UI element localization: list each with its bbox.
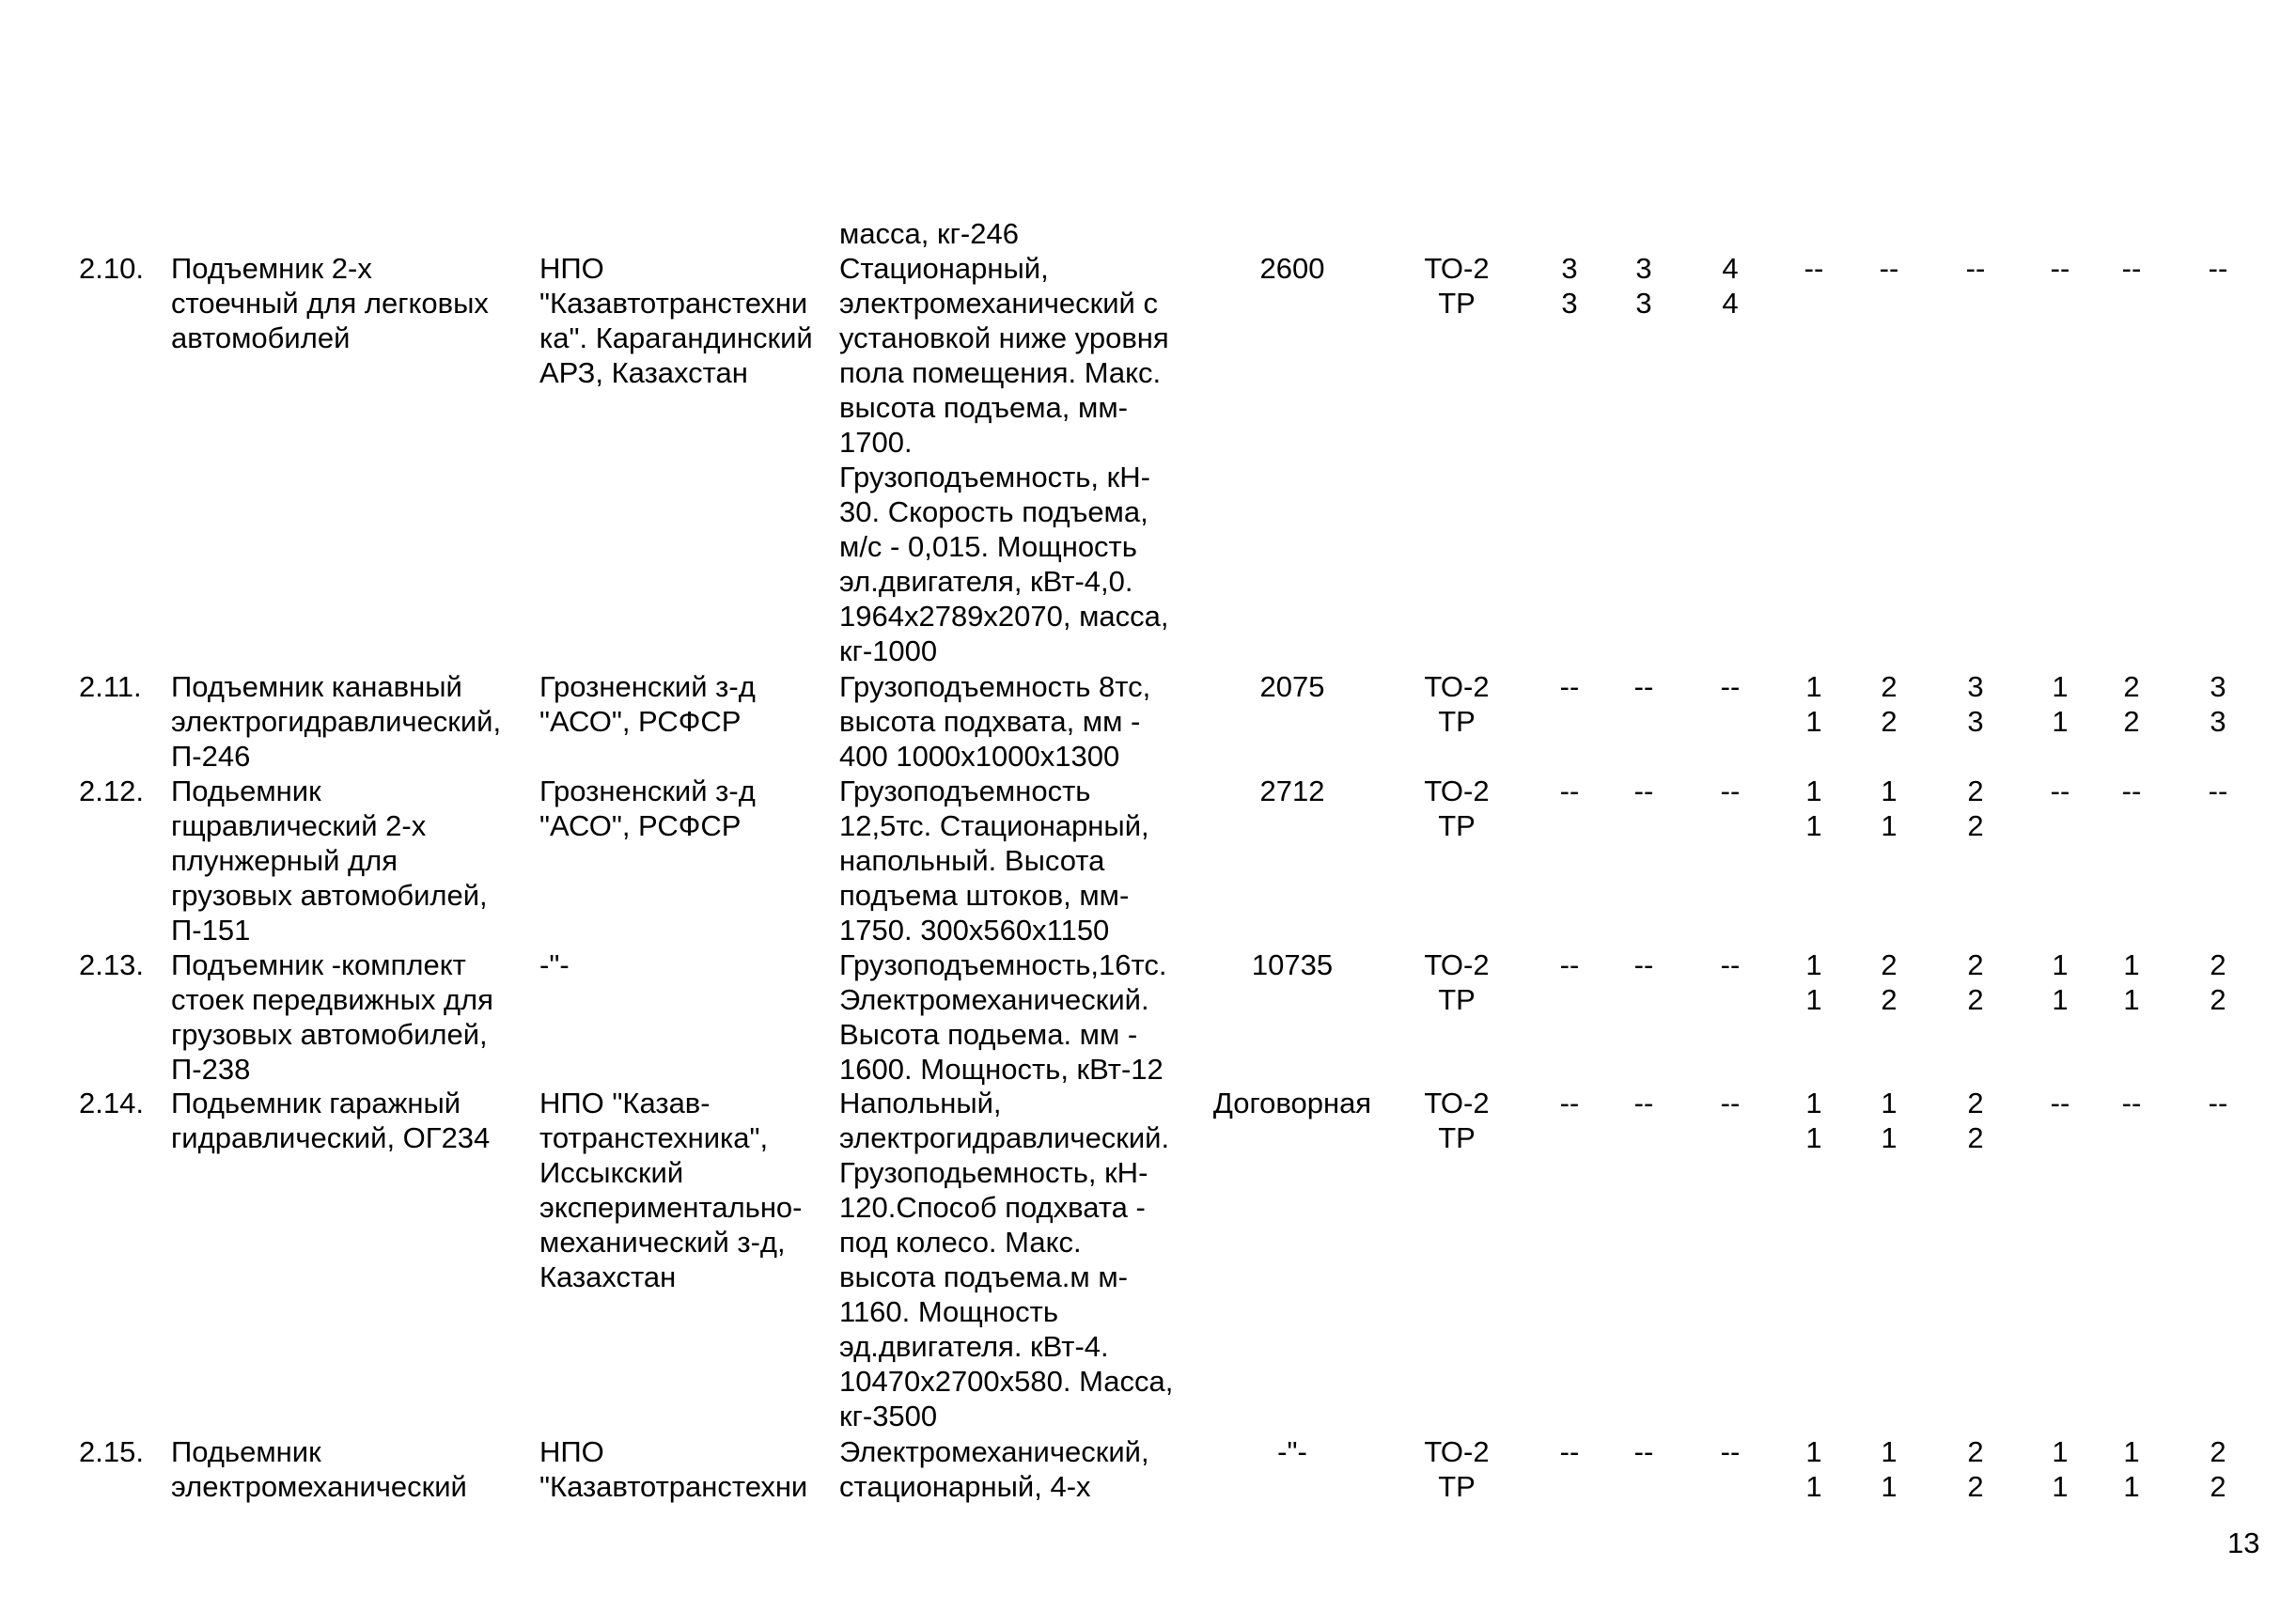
quantity-cell: -- <box>2121 775 2142 807</box>
equipment-name: Подъемник 2-х стоечный для легковых автомобилей <box>171 252 489 354</box>
price: Договорная <box>1212 1087 1372 1119</box>
quantity-cell: 2 2 <box>2210 1435 2226 1503</box>
maintenance-types: ТО-2 ТР <box>1424 1435 1490 1503</box>
manufacturer: НПО "Казавтотранстехни <box>539 1435 808 1503</box>
quantity-cell: -- <box>1559 948 1580 981</box>
manufacturer: -"- <box>539 948 570 981</box>
quantity-cell: -- <box>1804 252 1824 285</box>
quantity-cell: 2 2 <box>2123 670 2140 738</box>
equipment-name: Подьемник гщравлический 2-х плунжерный для грузовых автомобилей, П-151 <box>171 775 488 947</box>
quantity-cell: 1 1 <box>2052 1435 2069 1503</box>
quantity-cell: 1 1 <box>2123 1435 2140 1503</box>
manufacturer: Грозненский з-д "АСО", РСФСР <box>539 670 756 738</box>
price: 2600 <box>1259 252 1325 285</box>
quantity-cell: 1 1 <box>1805 1435 1822 1503</box>
quantity-cell: 1 1 <box>2052 670 2069 738</box>
quantity-cell: 1 1 <box>1881 1435 1898 1503</box>
quantity-cell: -- <box>1559 1435 1580 1468</box>
quantity-cell: 1 1 <box>1805 775 1822 842</box>
price: 10735 <box>1251 948 1334 981</box>
row-number: 2.13. <box>79 948 144 981</box>
quantity-cell: 1 1 <box>1881 775 1898 842</box>
quantity-cell: -- <box>1720 948 1741 981</box>
quantity-cell: 2 2 <box>1881 670 1898 738</box>
quantity-cell: 1 1 <box>1805 1087 1822 1154</box>
quantity-cell: -- <box>1633 1435 1654 1468</box>
equipment-name: Подьемник гаражный гидравлический, ОГ234 <box>171 1087 491 1154</box>
quantity-cell: -- <box>2121 252 2142 285</box>
row-number: 2.11. <box>79 670 142 703</box>
quantity-cell: -- <box>1720 775 1741 807</box>
price: 2712 <box>1259 775 1325 807</box>
row-number: 2.10. <box>79 252 144 285</box>
quantity-cell: 2 2 <box>1967 775 1984 842</box>
quantity-cell: -- <box>1559 670 1580 703</box>
row-number: 2.14. <box>79 1087 144 1119</box>
quantity-cell: -- <box>2050 1087 2070 1119</box>
specification: Грузоподъемность 12,5тс. Стационарный, напольный. Высота подъема штоков, мм- 1750. 300x560x1150 <box>839 775 1149 947</box>
equipment-name: Подъемник канавный электрогидравлический, П-246 <box>171 670 502 773</box>
quantity-cell: -- <box>2050 252 2070 285</box>
maintenance-types: ТО-2 ТР <box>1424 948 1490 1016</box>
price: 2075 <box>1259 670 1325 703</box>
price: -"- <box>1277 1435 1307 1468</box>
equipment-name: Подъемник -комплект стоек передвижных для грузовых автомобилей, П-238 <box>171 948 493 1086</box>
quantity-cell: 2 2 <box>1881 948 1898 1016</box>
quantity-cell: -- <box>1633 775 1654 807</box>
quantity-cell: -- <box>2050 775 2070 807</box>
maintenance-types: ТО-2 ТР <box>1424 252 1490 320</box>
quantity-cell: 3 3 <box>1967 670 1984 738</box>
quantity-cell: 3 3 <box>1561 252 1578 320</box>
quantity-cell: -- <box>1879 252 1899 285</box>
quantity-cell: -- <box>2208 1087 2228 1119</box>
maintenance-types: ТО-2 ТР <box>1424 775 1490 842</box>
maintenance-types: ТО-2 ТР <box>1424 1087 1490 1154</box>
quantity-cell: -- <box>2121 1087 2142 1119</box>
specification: Стационарный, электромеханический с установкой ниже уровня пола помещения. Макс. высота подъема, мм- 1700. Грузоподъемность, кН- 30. Скорость подъема, м/с - 0,015. Мощность эл.двигателя, кВт-4,0. 1964x2789x2070, масса, кг-1000 <box>839 252 1169 667</box>
specification: Напольный, электрогидравлический. Грузоподьемность, кН- 120.Способ подхвата - под колесо. Макс. высота подъема.м м- 1160. Мощность эд.двигателя. кВт-4. 10470x2700x580. Масса, кг-3500 <box>839 1087 1174 1432</box>
row-number: 2.12. <box>79 775 144 807</box>
quantity-cell: -- <box>1633 948 1654 981</box>
quantity-cell: -- <box>2208 252 2228 285</box>
quantity-cell: 2 2 <box>1967 1435 1984 1503</box>
quantity-cell: 1 1 <box>2123 948 2140 1016</box>
quantity-cell: -- <box>1559 1087 1580 1119</box>
page-number: 13 <box>2227 1526 2260 1559</box>
specification: Грузоподъемность,16тс. Электромеханический. Высота подьема. мм - 1600. Мощность, кВт-12 <box>839 948 1167 1086</box>
quantity-cell: -- <box>1720 670 1741 703</box>
quantity-cell: 4 4 <box>1722 252 1739 320</box>
quantity-cell: 3 3 <box>1635 252 1652 320</box>
quantity-cell: 1 1 <box>2052 948 2069 1016</box>
quantity-cell: 1 1 <box>1805 948 1822 1016</box>
quantity-cell: 3 3 <box>2210 670 2226 738</box>
equipment-name: Подьемник электромеханический <box>171 1435 467 1503</box>
specification: Грузоподъемность 8тс, высота подхвата, мм - 400 1000x1000x1300 <box>839 670 1151 773</box>
quantity-cell: 1 1 <box>1881 1087 1898 1154</box>
quantity-cell: 1 1 <box>1805 670 1822 738</box>
manufacturer: НПО "Казавтотранстехни ка". Карагандинский АРЗ, Казахстан <box>539 252 813 389</box>
quantity-cell: 2 2 <box>1967 948 1984 1016</box>
quantity-cell: 2 2 <box>1967 1087 1984 1154</box>
quantity-cell: -- <box>1633 670 1654 703</box>
maintenance-types: ТО-2 ТР <box>1424 670 1490 738</box>
quantity-cell: -- <box>1965 252 1986 285</box>
quantity-cell: -- <box>1633 1087 1654 1119</box>
carryover-spec-text: масса, кг-246 <box>839 217 1019 250</box>
quantity-cell: 2 2 <box>2210 948 2226 1016</box>
quantity-cell: -- <box>1720 1435 1741 1468</box>
quantity-cell: -- <box>2208 775 2228 807</box>
quantity-cell: -- <box>1720 1087 1741 1119</box>
manufacturer: НПО "Казав- тотранстехника", Иссыкский экспериментально- механический з-д, Казахстан <box>539 1087 803 1293</box>
manufacturer: Грозненский з-д "АСО", РСФСР <box>539 775 756 842</box>
quantity-cell: -- <box>1559 775 1580 807</box>
specification: Электромеханический, стационарный, 4-х <box>839 1435 1149 1503</box>
row-number: 2.15. <box>79 1435 144 1468</box>
